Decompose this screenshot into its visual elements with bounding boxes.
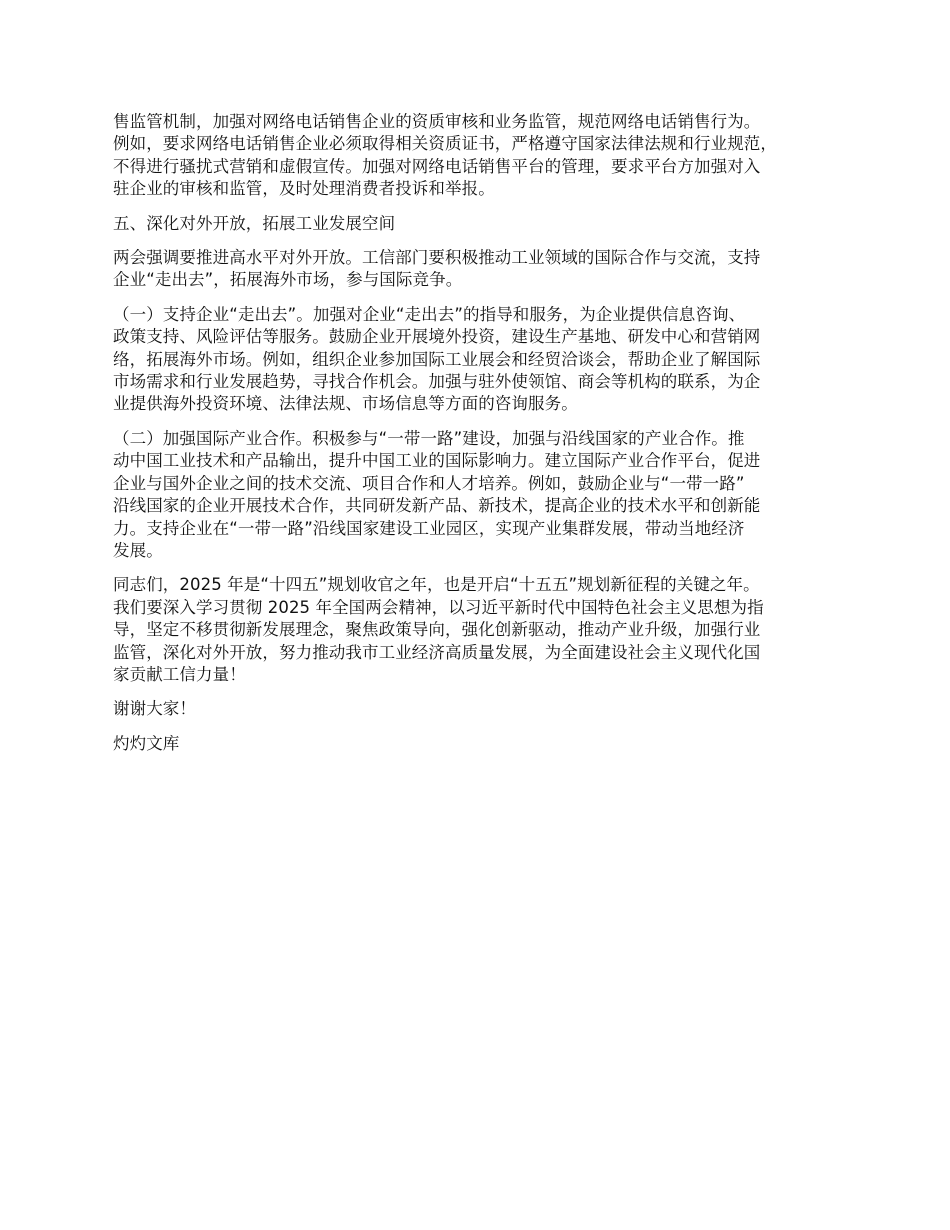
text-line: 市场需求和行业发展趋势，寻找合作机会。加强与驻外使领馆、商会等机构的联系，为企: [113, 372, 761, 392]
text-line: 业提供海外投资环境、法律法规、市场信息等方面的咨询服务。: [113, 394, 578, 414]
text-line: 驻企业的审核和监管，及时处理消费者投诉和举报。: [113, 179, 495, 199]
text-line: （二）加强国际产业合作。积极参与“一带一路”建设，加强与沿线国家的产业合作。推: [113, 428, 745, 448]
text-line: 导，坚定不移贯彻新发展理念，聚焦政策导向，强化创新驱动，推动产业升级，加强行业: [113, 620, 761, 640]
text-line: 同志们，2025 年是“十四五”规划收官之年，也是开启“十五五”规划新征程的关键之年。: [113, 575, 760, 595]
text-line: 力。支持企业在“一带一路”沿线国家建设工业园区，实现产业集群发展，带动当地经济: [113, 518, 745, 538]
paragraph-thanks: [113, 698, 853, 720]
paragraph-conclusion: [113, 574, 853, 686]
paragraph-supervision: [113, 111, 853, 201]
section-heading: [113, 213, 853, 235]
text-line: 我们要深入学习贯彻 2025 年全国两会精神，以习近平新时代中国特色社会主义思想为指: [113, 597, 764, 617]
text-line: （一）支持企业“走出去”。加强对企业“走出去”的指导和服务，为企业提供信息咨询、: [113, 304, 746, 324]
text-line: 谢谢大家！: [113, 699, 196, 719]
paragraph-going-global: [113, 304, 853, 416]
text-line: 发展。: [113, 540, 163, 560]
text-line: 两会强调要推进高水平对外开放。工信部门要积极推动工业领域的国际合作与交流，支持: [113, 248, 761, 268]
paragraph-source: [113, 733, 853, 755]
text-line: 灼灼文库: [113, 733, 180, 753]
text-line: 络，拓展海外市场。例如，组织企业参加国际工业展会和经贸洽谈会，帮助企业了解国际: [113, 349, 761, 369]
text-line: 企业“走出去”，拓展海外市场，参与国际竞争。: [113, 270, 463, 290]
paragraph-opening-up: [113, 247, 853, 292]
text-line: 沿线国家的企业开展技术合作，共同研发新产品、新技术，提高企业的技术水平和创新能: [113, 496, 761, 516]
text-line: 例如，要求网络电话销售企业必须取得相关资质证书，严格遵守国家法律法规和行业规范，: [113, 134, 777, 154]
text-line: 监管，深化对外开放，努力推动我市工业经济高质量发展，为全面建设社会主义现代化国: [113, 642, 761, 662]
document-body: [113, 111, 853, 767]
text-line: 动中国工业技术和产品输出，提升中国工业的国际影响力。建立国际产业合作平台，促进: [113, 451, 761, 471]
heading-text: 五、深化对外开放，拓展工业发展空间: [113, 213, 396, 233]
text-line: 不得进行骚扰式营销和虚假宣传。加强对网络电话销售平台的管理，要求平台方加强对入: [113, 156, 761, 176]
text-line: 家贡献工信力量！: [113, 664, 246, 684]
paragraph-industrial-cooperation: [113, 428, 853, 562]
text-line: 售监管机制，加强对网络电话销售企业的资质审核和业务监管，规范网络电话销售行为。: [113, 112, 761, 131]
text-line: 政策支持、风险评估等服务。鼓励企业开展境外投资，建设生产基地、研发中心和营销网: [113, 327, 761, 347]
text-line: 企业与国外企业之间的技术交流、项目合作和人才培养。例如，鼓励企业与“一带一路”: [113, 473, 745, 493]
